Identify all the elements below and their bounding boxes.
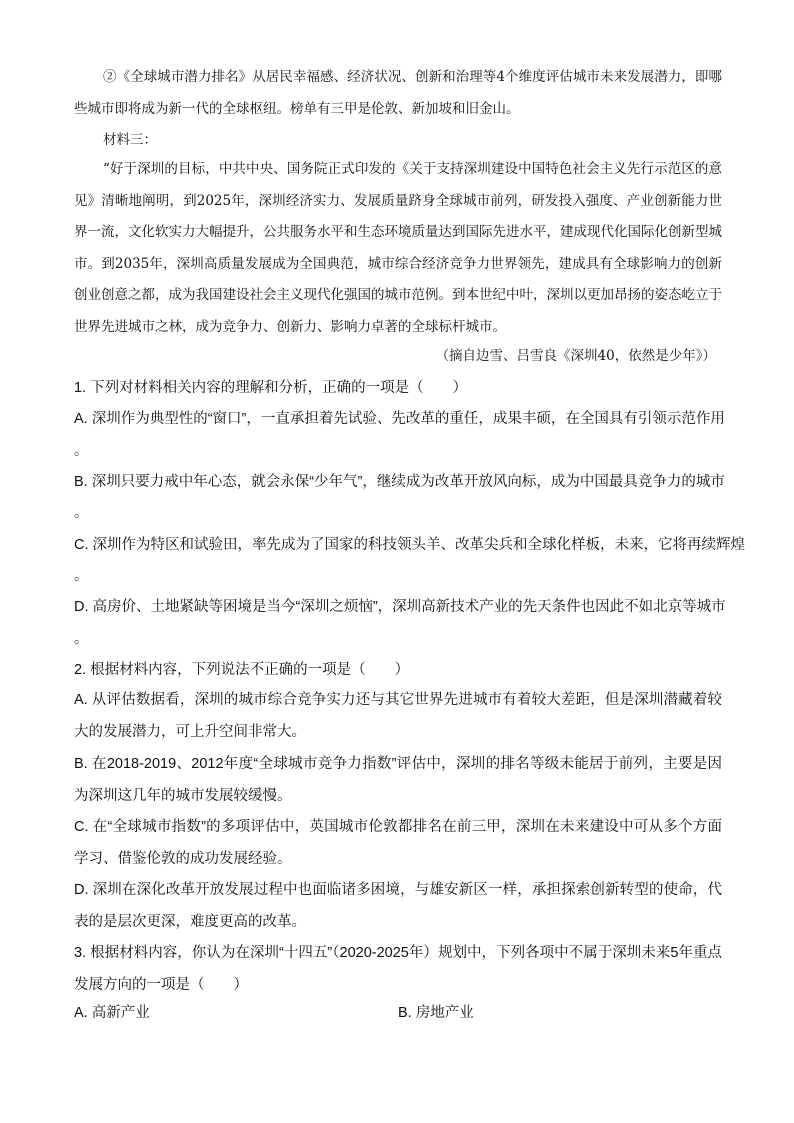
q1-stem: 1. 下列对材料相关内容的理解和分析，正确的一项是（ ） [74, 380, 468, 396]
q1-option-b-tail: 。 [74, 505, 89, 521]
material-3-title: 材料三： [103, 132, 157, 148]
material-2-item-2: ②《全球城市潜力排名》从居民幸福感、经济状况、创新和治理等4个维度评估城市未来发展潜力，即哪些城市即将成为新一代的全球枢纽。榜单有三甲是伦敦、新加坡和旧金山。 [74, 69, 722, 117]
material-3-source: （摘自边雪、吕雪良《深圳40，依然是少年》） [435, 348, 716, 364]
q2-option-c: C. 在“全球城市指数”的多项评估中，英国城市伦敦都排名在前三甲，深圳在未来建设中可从多个方面学习、借鉴伦敦的成功发展经验。 [74, 819, 722, 867]
q1-option-d: D. 高房价、土地紧缺等困境是当今“深圳之烦恼”，深圳高新技术产业的先天条件也因此不如北京等城市 [74, 599, 726, 615]
q1-option-a: A. 深圳作为典型性的“窗口”，一直承担着先试验、先改革的重任，成果丰硕，在全国具有引领示范作用 [74, 411, 725, 427]
q1-option-c-tail: 。 [74, 568, 89, 584]
q2-option-d: D. 深圳在深化改革开放发展过程中也面临诸多困境，与雄安新区一样，承担探索创新转型的使命，代表的是层次更深，难度更高的改革。 [74, 882, 722, 930]
q2-stem: 2. 根据材料内容，下列说法不正确的一项是（ ） [74, 662, 410, 678]
material-3-body: “好于深圳的目标，中共中央、国务院正式印发的《关于支持深圳建设中国特色社会主义先行示范区的意见》清晰地阐明，到2025年，深圳经济实力、发展质量跻身全球城市前列，研发投入强度、产业创新能力世界一流，文化软实力大幅提升，公共服务水平和生态环境质量达到国际先进水平，建成现代化国际化创新型城市。到2035年，深圳高质量发展成为全国典范，城市综合经济竞争力世界领先，建成具有全球影响力的创新创业创意之都，成为我国建设社会主义现代化强国的城市范例。到本世纪中叶，深圳以更加昂扬的姿态屹立于世界先进城市之林，成为竞争力、创新力、影响力卓著的全球标杆城市。 [74, 161, 722, 335]
q1-option-a-tail: 。 [74, 443, 89, 459]
q3-option-a: A. 高新产业 [74, 1005, 150, 1021]
q2-option-a: A. 从评估数据看，深圳的城市综合竞争实力还与其它世界先进城市有着较大差距，但是深圳潜藏着较大的发展潜力，可上升空间非常大。 [74, 692, 722, 740]
q3-stem: 3. 根据材料内容，你认为在深圳“十四五”（2020-2025年）规划中，下列各项中不属于深圳未来5年重点发展方向的一项是（ ） [74, 945, 722, 993]
q1-option-c: C. 深圳作为特区和试验田，率先成为了国家的科技领头羊、改革尖兵和全球化样板，未来，它将再续辉煌 [74, 537, 746, 553]
q1-option-d-tail: 。 [74, 631, 89, 647]
q1-option-b: B. 深圳只要力戒中年心态，就会永保“少年气”，继续成为改革开放风向标，成为中国最具竞争力的城市 [74, 474, 725, 490]
q3-option-b: B. 房地产业 [398, 1005, 474, 1021]
q2-option-b: B. 在2018-2019、2012年度“全球城市竞争力指数”评估中，深圳的排名等级未能居于前列，主要是因为深圳这几年的城市发展较缓慢。 [74, 756, 722, 804]
